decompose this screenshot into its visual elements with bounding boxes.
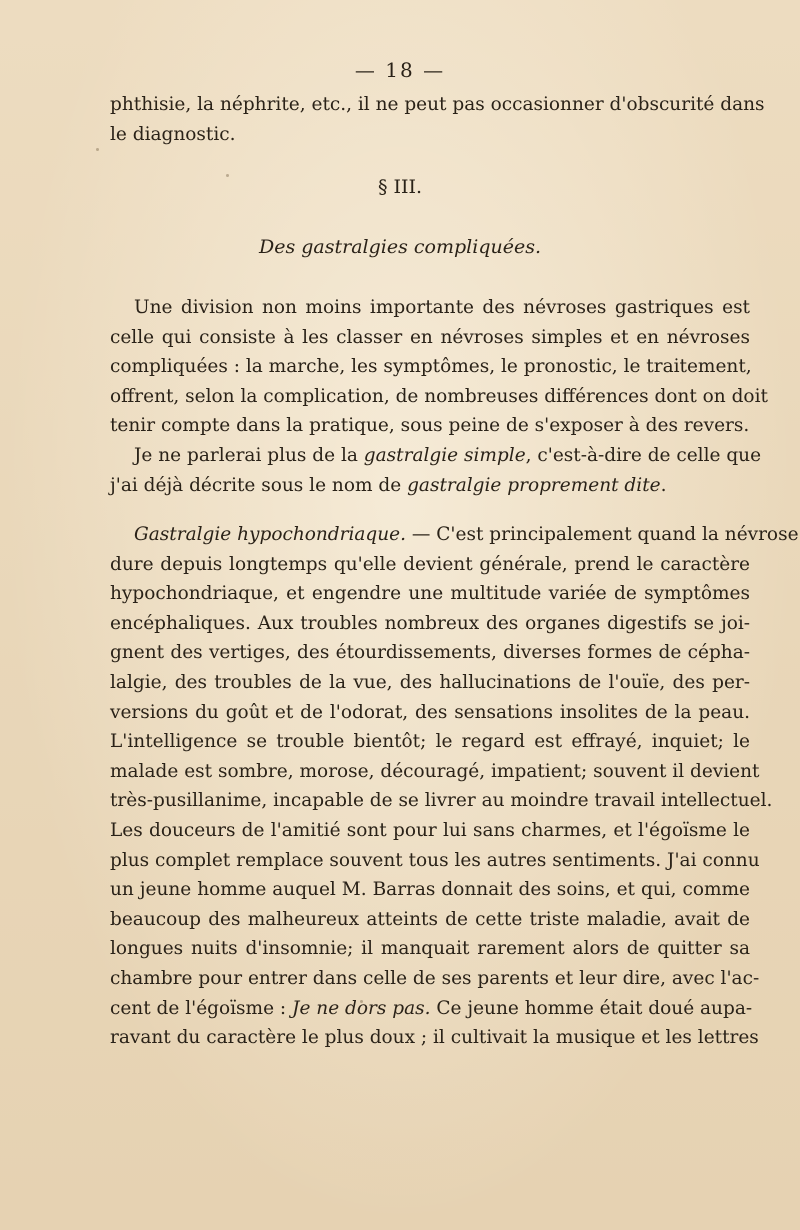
text-line [110, 994, 753, 1024]
subsection-heading: Gastralgie hypochondriaque. [134, 524, 407, 545]
paragraph-divisions [110, 293, 768, 500]
text-line: longues nuits d'insomnie; il manquait rarement alors de quitter sa [110, 938, 750, 960]
text-line: gnent des vertiges, des étourdissements, diverses formes de cépha- [110, 642, 750, 664]
text-line: lalgie, des troubles de la vue, des hallucinations de l'ouïe, des per- [110, 671, 750, 693]
text-line [110, 520, 799, 550]
text-run: , c'est-à-dire de celle que [525, 444, 762, 466]
text-line: phthisie, la néphrite, etc., il ne peut pas occasionner d'obscurité dans [110, 94, 765, 115]
text-run: Ce jeune homme était doué aupa- [430, 997, 753, 1019]
text-line [110, 441, 762, 471]
text-line: plus complet remplace souvent tous les autres sentiments. J'ai connu [110, 849, 760, 871]
section-title: Des gastralgies compliquées. [259, 236, 541, 258]
text-run: . [660, 474, 667, 496]
text-line: tenir compte dans la pratique, sous peine de s'exposer à des revers. [110, 415, 750, 437]
emphasis-gastralgie-proprement-dite: gastralgie proprement dite [407, 474, 661, 496]
text-line: dure depuis longtemps qu'elle devient générale, prend le caractère [110, 553, 750, 575]
text-line [110, 471, 750, 501]
paragraph-hypochondriaque [110, 520, 799, 1053]
text-line: le diagnostic. [110, 123, 236, 145]
text-line: chambre pour entrer dans celle de ses parents et leur dire, avec l'ac- [110, 967, 760, 989]
text-line: encéphaliques. Aux troubles nombreux des organes digestifs se joi- [110, 612, 750, 634]
text-line: versions du goût et de l'odorat, des sensations insolites de la peau. [110, 701, 750, 723]
text-line: Une division non moins importante des névroses gastriques est [134, 297, 750, 318]
text-line: ravant du caractère le plus doux ; il cultivait la musique et les lettres [110, 1027, 759, 1049]
text-line: hypochondriaque, et engendre une multitude variée de symptômes [110, 583, 750, 605]
text-run: j'ai déjà décrite sous le nom de [110, 474, 408, 496]
intro-paragraph [110, 90, 765, 149]
emphasis-gastralgie-simple: gastralgie simple [363, 444, 526, 466]
page-number: — 18 — [354, 58, 446, 82]
text-line: compliquées : la marche, les symptômes, le pronostic, le traitement, [110, 356, 752, 378]
text-line: beaucoup des malheureux atteints de cette triste maladie, avait de [110, 908, 750, 930]
text-run: cent de l'égoïsme : [110, 997, 293, 1019]
text-run: — C'est principalement quand la névrose [406, 524, 799, 545]
ink-speck [96, 148, 99, 151]
text-line: L'intelligence se trouble bientôt; le regard est effrayé, inquiet; le [110, 731, 750, 753]
text-line: offrent, selon la complication, de nombreuses différences dont on doit [110, 385, 768, 407]
emphasis-quote: Je ne dors pas. [292, 997, 431, 1019]
text-line: très-pusillanime, incapable de se livrer au moindre travail intellectuel. [110, 790, 773, 812]
text-line: celle qui consiste à les classer en névroses simples et en névroses [110, 326, 750, 348]
text-run: Je ne parlerai plus de la [134, 444, 364, 466]
text-line: Les douceurs de l'amitié sont pour lui sans charmes, et l'égoïsme le [110, 819, 750, 841]
section-number: § III. [377, 176, 423, 198]
text-line: un jeune homme auquel M. Barras donnait des soins, et qui, comme [110, 879, 750, 901]
text-line: malade est sombre, morose, découragé, impatient; souvent il devient [110, 760, 760, 782]
